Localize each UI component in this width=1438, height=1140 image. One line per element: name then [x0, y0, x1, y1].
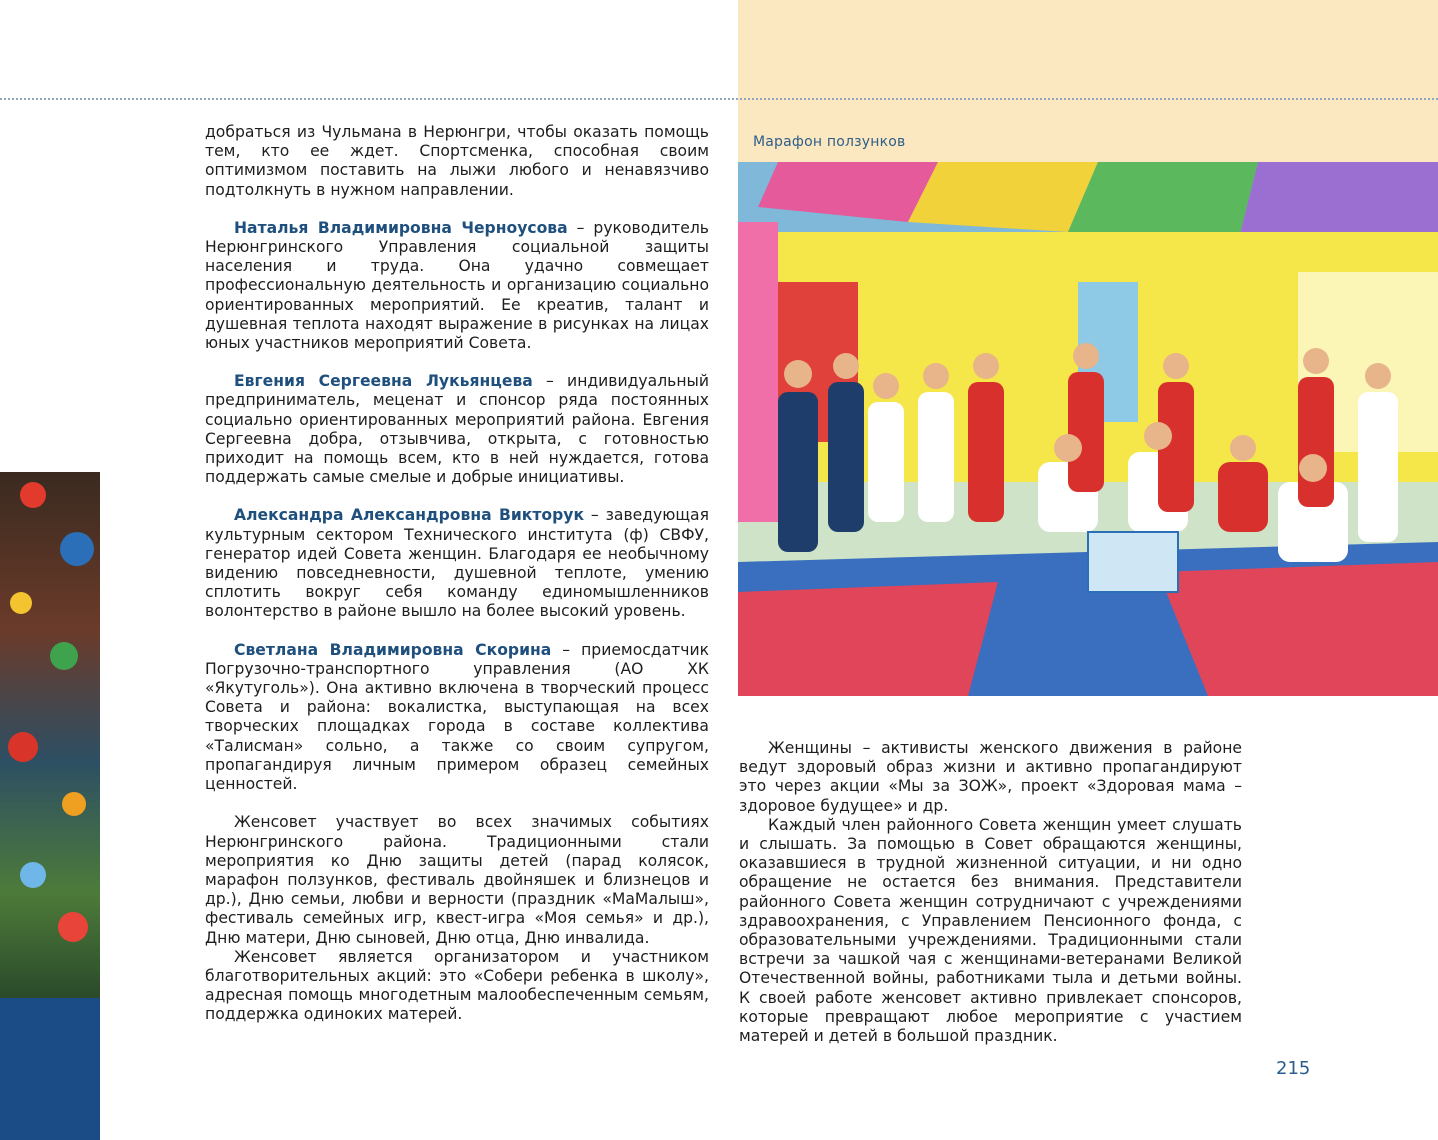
person-name: Александра Александровна Викторук [234, 506, 585, 525]
side-photo-playroom [0, 472, 100, 998]
person-description: – руководитель Нерюнгринского Управления социальной защиты населения и труда. Она удачно совмещает профессиональную деятельность и организацию социально ориентированных мероприятий. Ее креатив, талант и душевная теплота находят выражение в рисунках на лицах юных участников мероприятий Совета. [205, 218, 709, 353]
group-photo [738, 162, 1438, 696]
photo-caption: Марафон ползунков [753, 134, 906, 150]
side-blue-block [0, 998, 100, 1140]
profile-chernousova [205, 219, 709, 353]
left-paragraph-1: добраться из Чульмана в Нерюнгри, чтобы оказать помощь тем, кто ее ждет. Спортсменка, способная своим оптимизмом поставить на лыжи любого и ненавязчиво подтолкнуть в нужном направлении. [205, 123, 709, 199]
profile-skorina [205, 641, 709, 795]
left-text-column [205, 123, 709, 1025]
person-description: – индивидуальный предприниматель, меценат и спонсор ряда постоянных социально ориентированных мероприятий района. Евгения Сергеевна добра, отзывчива, открыта, с готовностью приходит на помощь всем, кто в ней нуждается, готова поддержать самые смелые и добрые инициативы. [205, 372, 709, 487]
person-name: Светлана Владимировна Скорина [234, 640, 552, 659]
person-name: Евгения Сергеевна Лукьянцева [234, 372, 533, 391]
left-paragraph-events: Женсовет участвует во всех значимых событиях Нерюнгринского района. Традиционными стали мероприятия ко Дню защиты детей (парад колясок, марафон ползунков, фестиваль двойняшек и близнецов и др.), Дню семьи, любви и верности (праздник «МаМалыш», фестиваль семейных игр, квест-игра «Моя семья» и др.), Дню матери, Дню сыновей, Дню отца, Дню инвалида. [205, 813, 709, 947]
group-photo-illustration [738, 162, 1438, 696]
page-number: 215 [1276, 1058, 1311, 1079]
profile-viktoruk [205, 506, 709, 621]
right-paragraph-1: Женщины – активисты женского движения в районе ведут здоровый образ жизни и активно пропагандируют это через акции «Мы за ЗОЖ», проект «Здоровая мама – здоровое будущее» и др. [739, 739, 1242, 815]
right-text-column [739, 739, 1242, 1046]
left-paragraph-charity: Женсовет является организатором и участником благотворительных акций: это «Собери ребенка в школу», адресная помощь многодетным малообеспеченным семьям, поддержка одиноких матерей. [205, 947, 709, 1024]
right-paragraph-2: Каждый член районного Совета женщин умеет слушать и слышать. За помощью в Совет обращаются женщины, оказавшиеся в трудной жизненной ситуации, и ни одно обращение не остается без внимания. Представители районного Совета женщин сотрудничают с учреждениями здравоохранения, с Управлением Пенсионного фонда, с образовательными учреждениями. Традиционными стали встречи за чашкой чая с женщинами-ветеранами Великой Отечественной войны, работниками тыла и детьми войны. К своей работе женсовет активно привлекает спонсоров, которые превращают любое мероприятие с участием матерей и детей в большой праздник. [739, 815, 1242, 1046]
header-band [738, 0, 1438, 100]
dotted-divider [0, 98, 1438, 100]
person-name: Наталья Владимировна Черноусова [234, 218, 568, 237]
profile-lukyantseva [205, 372, 709, 487]
person-description: – заведующая культурным сектором Технического института (ф) СВФУ, генератор идей Совета женщин. Благодаря ее необычному видению повседневности, душевной теплоте, умению сплотить вокруг себя команду единомышленников волонтерство в районе вышло на более высокий уровень. [205, 506, 709, 621]
person-description: – приемосдатчик Погрузочно-транспортного управления (АО ХК «Якутуголь»). Она активно включена в творческий процесс Совета и района: вокалистка, выступающая на всех творческих площадках города в составе коллектива «Талисман» сольно, а также со своим супругом, пропагандируя личным примером образец семейных ценностей. [205, 640, 709, 794]
